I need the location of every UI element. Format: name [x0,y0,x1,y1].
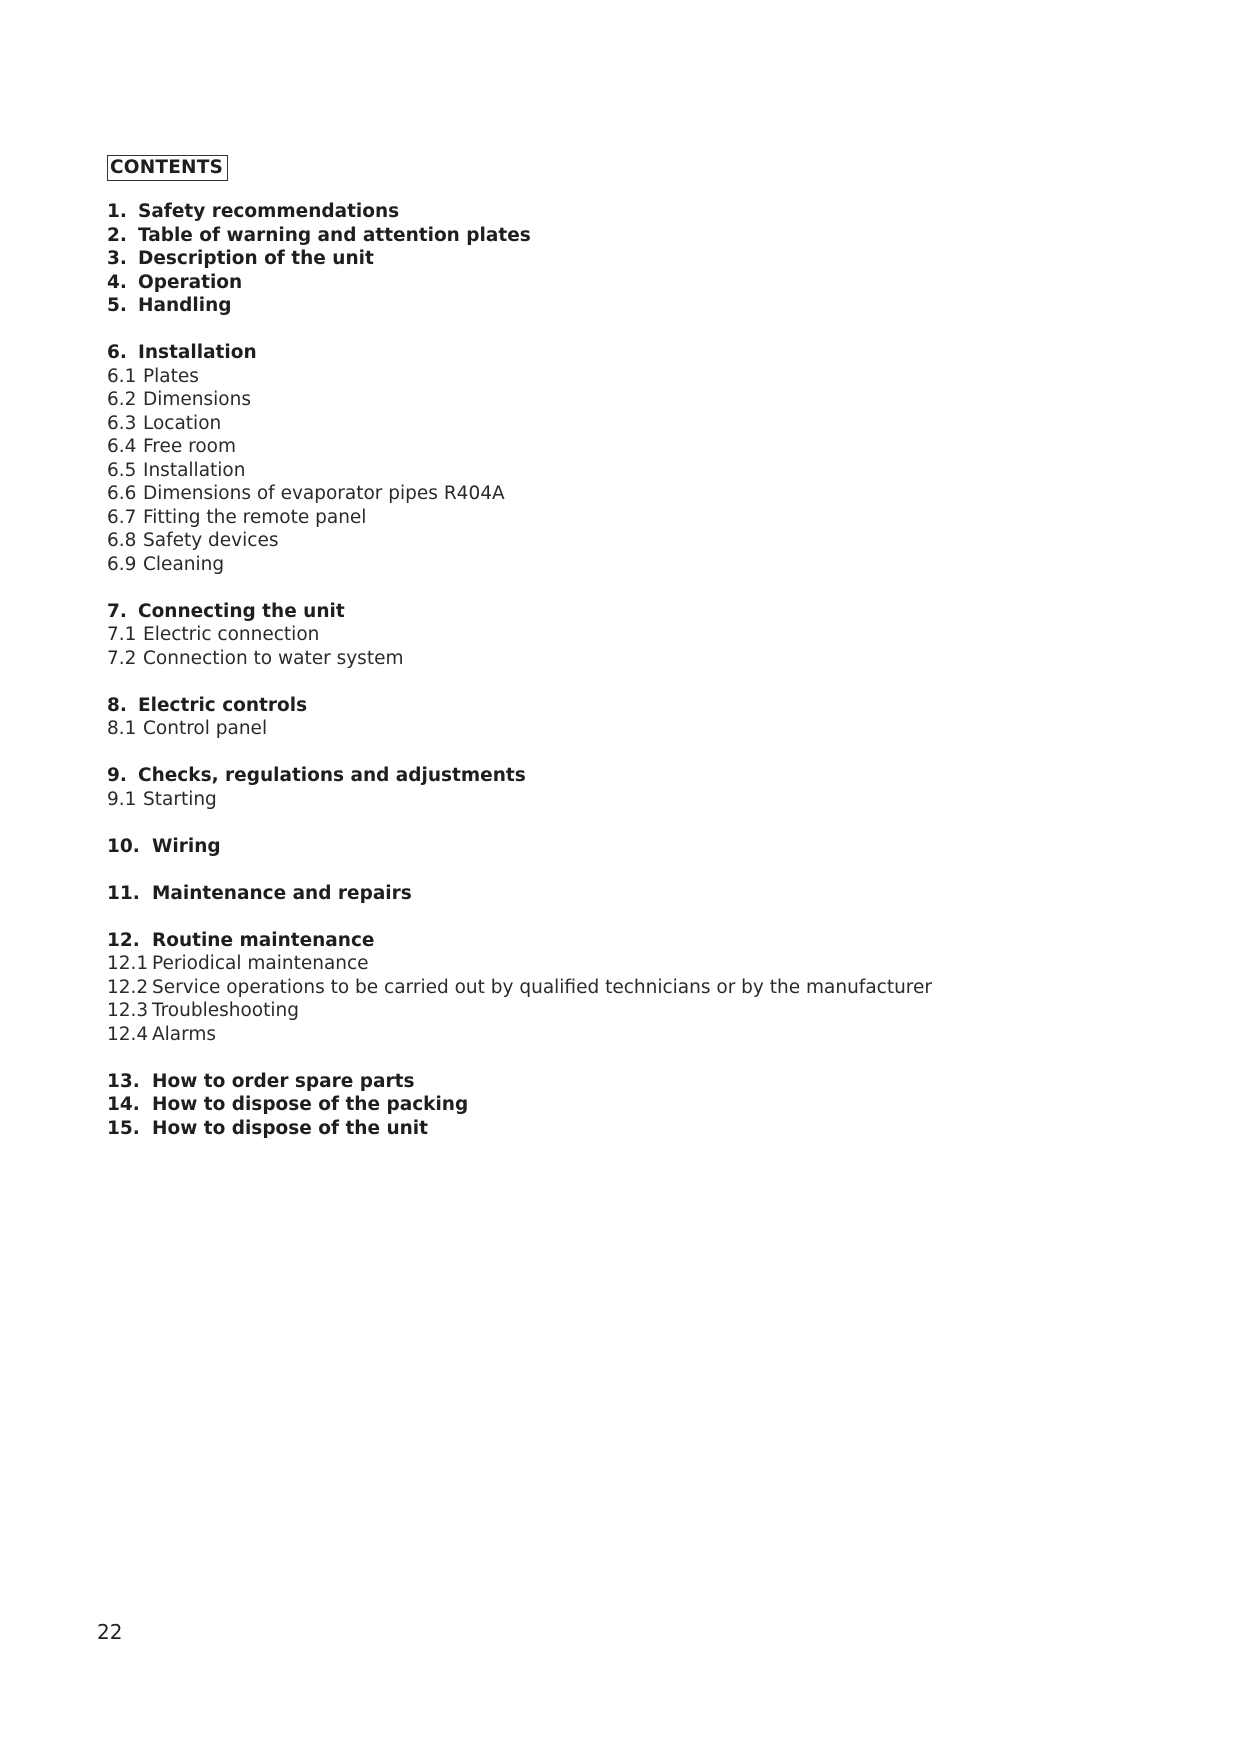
toc-title: Dimensions of evaporator pipes R404A [143,483,505,504]
toc-entry [107,929,1107,953]
toc-title: How to dispose of the packing [152,1094,469,1115]
toc-number: 12.2 [107,976,149,998]
toc-title: Dimensions [143,389,251,410]
toc-entry [107,882,1107,906]
toc-subentry [107,952,1107,976]
toc-number: 5. [107,295,127,316]
toc-title: Cleaning [143,553,225,575]
toc-subentry [107,623,1107,647]
toc-number: 8.1 [107,718,137,739]
toc-subentry [107,388,1107,412]
toc-number: 6.7 [107,506,137,528]
toc-title: Plates [143,365,199,387]
toc-title: Connection to water system [143,647,404,669]
toc-title: Alarms [152,1023,217,1045]
toc-subentry [107,412,1107,436]
toc-title: Checks, regulations and adjustments [138,765,526,786]
toc-subentry [107,482,1107,506]
toc-subentry [107,788,1107,812]
toc-number: 7.2 [107,647,137,669]
toc-number: 4. [107,271,127,293]
toc-entry [107,1117,1107,1141]
toc-entry [107,247,1107,271]
toc-title: Operation [138,271,243,293]
toc-number: 13. [107,1070,140,1092]
toc-title: Installation [143,459,246,481]
toc-subentry [107,647,1107,671]
toc-entry [107,835,1107,859]
toc-title: Installation [138,342,257,363]
toc-subentry [107,1023,1107,1047]
toc-entry [107,694,1107,718]
toc-title: Starting [143,788,217,810]
toc-number: 6.2 [107,389,137,410]
toc-title: Safety devices [143,530,279,551]
toc-entry [107,200,1107,224]
toc-entry [107,271,1107,295]
toc-subentry [107,717,1107,741]
toc-number: 7.1 [107,624,137,645]
toc-number: 9.1 [107,788,137,810]
toc-title: Electric controls [138,694,308,716]
toc-title: Troubleshooting [152,1000,299,1021]
toc-title: Service operations to be carried out by qualified technicians or by the manufacturer [152,976,932,998]
toc-entry [107,341,1107,365]
toc-entry [107,294,1107,318]
toc-number: 6.6 [107,483,137,504]
toc-title: Handling [138,295,232,316]
toc-entry [107,764,1107,788]
toc-title: Electric connection [143,624,320,645]
toc-number: 8. [107,694,127,716]
toc-number: 6. [107,342,127,363]
toc-title: Control panel [143,718,268,739]
toc-subentry [107,999,1107,1023]
toc-title: Table of warning and attention plates [138,224,531,246]
toc-title: Connecting the unit [138,600,345,622]
toc-number: 6.5 [107,459,137,481]
toc-number: 15. [107,1117,140,1139]
page-number: 22 [97,1620,123,1644]
toc-entry [107,1070,1107,1094]
toc-title: Free room [143,436,236,457]
toc-number: 6.8 [107,530,137,551]
toc-subentry [107,365,1107,389]
toc-title: Periodical maintenance [152,953,369,974]
toc-subentry [107,459,1107,483]
toc-number: 3. [107,248,127,269]
toc-title: Description of the unit [138,248,374,269]
toc-number: 2. [107,224,127,246]
toc-number: 11. [107,882,140,904]
toc-subentry [107,529,1107,553]
toc-number: 9. [107,765,127,786]
toc-title: Fitting the remote panel [143,506,367,528]
toc-number: 7. [107,600,127,622]
toc-number: 14. [107,1094,140,1115]
toc-number: 12. [107,929,140,951]
toc-number: 12.4 [107,1023,149,1045]
toc-title: Wiring [152,835,221,857]
toc-number: 6.3 [107,412,137,434]
toc-number: 12.1 [107,953,149,974]
toc-number: 12.3 [107,1000,149,1021]
toc-title: Routine maintenance [152,929,375,951]
toc-title: Location [143,412,222,434]
toc-number: 6.9 [107,553,137,575]
toc-number: 1. [107,201,127,222]
toc-entry [107,224,1107,248]
contents-heading: CONTENTS [107,155,228,181]
toc-subentry [107,976,1107,1000]
toc-title: Safety recommendations [138,201,400,222]
toc-subentry [107,553,1107,577]
toc-number: 10. [107,835,140,857]
table-of-contents [107,200,1107,1140]
toc-entry [107,1093,1107,1117]
toc-title: How to order spare parts [152,1070,415,1092]
toc-number: 6.4 [107,436,137,457]
toc-number: 6.1 [107,365,137,387]
toc-subentry [107,435,1107,459]
toc-title: Maintenance and repairs [152,882,412,904]
toc-title: How to dispose of the unit [152,1117,428,1139]
toc-subentry [107,506,1107,530]
toc-entry [107,600,1107,624]
